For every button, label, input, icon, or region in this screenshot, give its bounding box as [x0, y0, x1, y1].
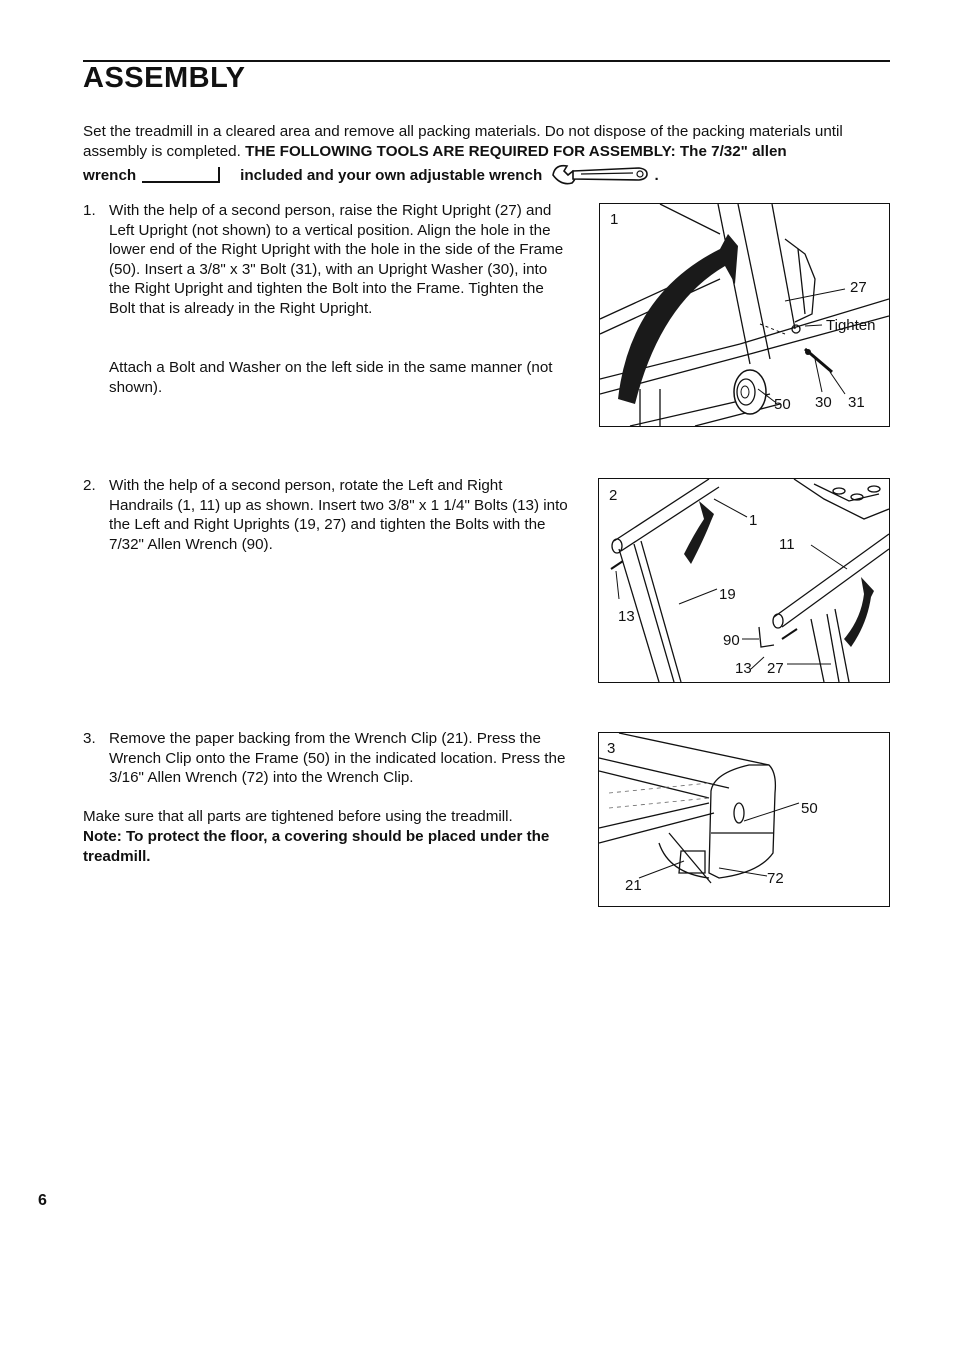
label-13-right: 13: [735, 660, 752, 677]
step-number: 2.: [83, 477, 96, 494]
floor-protection-note: Note: To protect the floor, a covering should be placed under the treadmill.: [83, 828, 550, 865]
intro-paragraph: [83, 122, 895, 193]
wrench-word: wrench: [83, 167, 137, 185]
intro-period: .: [654, 167, 659, 185]
step-1-extra-text: Attach a Bolt and Washer on the left side in the same manner (not shown).: [109, 359, 553, 396]
step-text: With the help of a second person, raise the Right Upright (27) and Left Upright (not shown) to a vertical position. Align the hole in the lower end of the Right Upright with the hole in the side of the Frame (50). Insert a 3/8" x 3" Bolt (31), with an Upright Washer (30), into the Right Upright and tighten the Bolt into the Frame. Tighten the Bolt that is already in the Right Upright.: [109, 202, 564, 317]
page-title: ASSEMBLY: [83, 62, 246, 94]
figure-3-number: 3: [607, 740, 616, 757]
label-27: 27: [850, 279, 867, 296]
figure-2-number: 2: [609, 487, 618, 504]
intro-text: Set the treadmill in a cleared area and remove all packing materials. Do not dispose of the packing materials until assembly is completed.: [83, 123, 843, 160]
figure-1: [599, 203, 890, 427]
adjustable-wrench-text: included and your own adjustable wrench: [240, 167, 543, 185]
label-90: 90: [723, 632, 740, 649]
adjustable-wrench-icon: [551, 161, 651, 193]
label-50: 50: [801, 800, 818, 817]
figure-3: [598, 732, 890, 907]
allen-wrench-icon: [142, 167, 220, 183]
label-19: 19: [719, 586, 736, 603]
figure-2: [598, 478, 890, 683]
label-13-left: 13: [618, 608, 635, 625]
step-number: 1.: [83, 202, 96, 219]
label-1: 1: [749, 512, 758, 529]
label-21: 21: [625, 877, 642, 894]
label-11: 11: [779, 536, 795, 553]
label-27: 27: [767, 660, 784, 677]
label-50: 50: [774, 396, 791, 413]
figure-1-number: 1: [610, 211, 619, 228]
label-30: 30: [815, 394, 832, 411]
label-72: 72: [767, 870, 784, 887]
step-number: 3.: [83, 730, 96, 747]
label-31: 31: [848, 394, 865, 411]
closing-text: Make sure that all parts are tightened before using the treadmill.: [83, 808, 513, 825]
step-text: With the help of a second person, rotate the Left and Right Handrails (1, 11) up as shown. Insert two 3/8" x 1 1/4" Bolts (13) into the Left and Right Uprights (19, 27) and tighten the Bolts with the 7/32" Allen Wrench (90).: [109, 477, 568, 553]
page-number: 6: [38, 1192, 47, 1209]
step-text: Remove the paper backing from the Wrench Clip (21). Press the Wrench Clip onto the Frame (50) in the indicated location. Press the 3/16" Allen Wrench (72) into the Wrench Clip.: [109, 730, 566, 787]
tools-required-text: THE FOLLOWING TOOLS ARE REQUIRED FOR ASSEMBLY: The 7/32" allen: [245, 142, 787, 160]
label-tighten: Tighten: [826, 317, 876, 334]
